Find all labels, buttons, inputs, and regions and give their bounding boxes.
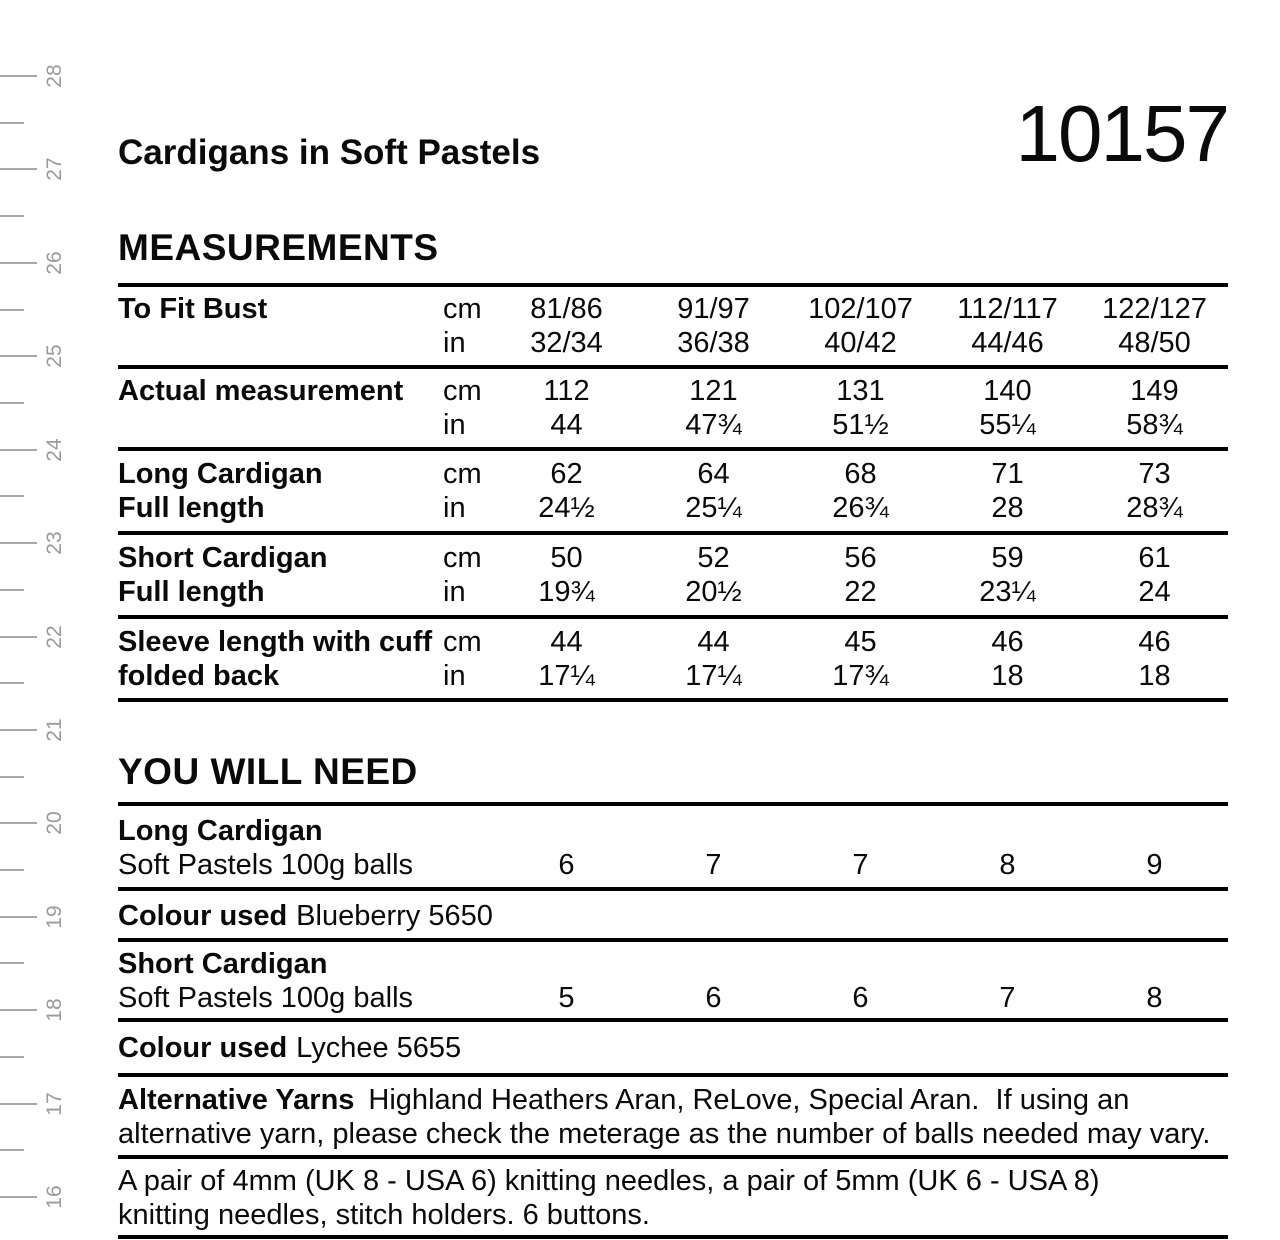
ruler-label: 17	[43, 1091, 66, 1116]
ruler-label: 24	[43, 438, 66, 462]
size-cell: 149 58¾	[1126, 375, 1183, 441]
table-row	[118, 287, 1228, 365]
row-label-line1: Actual measurement	[118, 375, 404, 407]
ruler-tick-minor	[0, 1056, 24, 1058]
ruler-tick-minor	[0, 589, 24, 591]
colour-used-value: Blueberry 5650	[296, 900, 493, 932]
long-cardigan-title: Long Cardigan	[118, 815, 323, 847]
row-label	[118, 541, 443, 609]
size-cell: 122/127 48/50	[1102, 293, 1207, 359]
alternative-yarns-line1: Alternative Yarns Highland Heathers Aran, ReLove, Special Aran. If using an	[118, 1084, 1130, 1116]
ruler-tick-minor	[0, 122, 24, 124]
ball-count: 6	[558, 849, 575, 881]
ball-count: 7	[705, 849, 722, 881]
ruler-tick-minor	[0, 215, 24, 217]
size-cell: 44 17¼	[538, 626, 595, 692]
pattern-number: 10157	[1015, 89, 1228, 178]
ruler-tick-major	[0, 168, 37, 170]
size-cell: 71 28	[991, 458, 1024, 524]
row-label-line1: Sleeve length with cuff	[118, 626, 433, 658]
unit-cm: cm	[443, 375, 482, 407]
size-cell: 102/107 40/42	[808, 293, 913, 359]
ruler-tick-major	[0, 916, 37, 918]
unit-in: in	[443, 409, 466, 441]
alternative-yarns-label: Alternative Yarns	[118, 1084, 355, 1116]
row-label-line1: Long Cardigan	[118, 458, 323, 490]
ruler-tick-major	[0, 75, 37, 77]
size-cell: 46 18	[991, 626, 1024, 692]
short-cardigan-title: Short Cardigan	[118, 948, 328, 980]
ruler-tick-major	[0, 822, 37, 824]
colour-used-label: Colour used	[118, 1032, 288, 1064]
long-cardigan-balls	[118, 848, 1228, 882]
ruler-tick-minor	[0, 682, 24, 684]
row-label	[118, 374, 443, 442]
unit-cm: cm	[443, 293, 482, 325]
ruler-label: 19	[43, 905, 66, 929]
ruler	[0, 0, 80, 1240]
size-cell: 73 28¾	[1126, 458, 1183, 524]
content-column	[118, 0, 1228, 1240]
ball-count: 7	[999, 982, 1016, 1014]
unit-cm: cm	[443, 458, 482, 490]
needles-line1: A pair of 4mm (UK 8 - USA 6) knitting needles, a pair of 5mm (UK 6 - USA 8)	[118, 1165, 1100, 1197]
short-cardigan-balls	[118, 981, 1228, 1015]
row-label-line1: To Fit Bust	[118, 293, 268, 325]
size-cell: 140 55¼	[979, 375, 1036, 441]
alternative-yarns-row	[118, 1077, 1228, 1155]
row-label	[118, 292, 443, 360]
ruler-tick-major	[0, 449, 37, 451]
table-row	[118, 369, 1228, 447]
ruler-tick-minor	[0, 869, 24, 871]
ruler-label: 26	[43, 251, 66, 275]
size-cell: 112/117 44/46	[957, 293, 1058, 359]
yarn-label: Soft Pastels 100g balls	[118, 849, 414, 881]
you-will-need-section	[118, 802, 1228, 1239]
ruler-tick-minor	[0, 402, 24, 404]
table-row	[118, 619, 1228, 698]
ruler-label: 22	[43, 624, 66, 649]
short-cardigan-yarn-row	[118, 942, 1228, 1018]
ruler-label: 25	[43, 344, 66, 368]
size-cell: 91/97 36/38	[677, 293, 750, 359]
ruler-tick-major	[0, 1196, 37, 1198]
ball-count: 7	[852, 849, 869, 881]
size-cell: 59 23¼	[979, 542, 1036, 608]
divider	[118, 698, 1228, 702]
ball-count: 6	[852, 982, 869, 1014]
row-label-line2: Full length	[118, 492, 265, 524]
ruler-tick-major	[0, 636, 37, 638]
ball-count: 8	[999, 849, 1016, 881]
size-cell: 61 24	[1138, 542, 1171, 608]
ruler-label: 27	[43, 157, 66, 182]
table-row	[118, 535, 1228, 615]
short-cardigan-colour-row	[118, 1022, 1228, 1073]
unit-in: in	[443, 660, 466, 692]
divider	[118, 1235, 1228, 1239]
size-cell: 44 17¼	[685, 626, 742, 692]
size-cell: 121 47¾	[685, 375, 742, 441]
ruler-tick-minor	[0, 776, 24, 778]
ruler-label: 16	[43, 1185, 66, 1209]
ruler-tick-major	[0, 542, 37, 544]
ball-count: 5	[558, 982, 575, 1014]
unit-in: in	[443, 492, 466, 524]
row-label	[118, 457, 443, 525]
measurements-heading: MEASUREMENTS	[118, 227, 439, 268]
ruler-label: 18	[43, 998, 66, 1022]
alternative-yarns-line2: alternative yarn, please check the meterage as the number of balls needed may vary.	[118, 1118, 1211, 1150]
ruler-tick-major	[0, 729, 37, 731]
unit-in: in	[443, 327, 466, 359]
ball-count: 6	[705, 982, 722, 1014]
yarn-label: Soft Pastels 100g balls	[118, 982, 414, 1014]
row-label-line2: Full length	[118, 576, 265, 608]
ball-count: 8	[1146, 982, 1163, 1014]
page-title: Cardigans in Soft Pastels	[118, 133, 541, 172]
you-will-need-heading: YOU WILL NEED	[118, 751, 418, 792]
size-cell: 68 26¾	[832, 458, 889, 524]
ruler-label: 20	[43, 811, 66, 836]
table-row	[118, 451, 1228, 531]
measurements-table	[118, 283, 1228, 702]
unit-cell	[443, 292, 493, 360]
needles-line2: knitting needles, stitch holders. 6 buttons.	[118, 1199, 650, 1231]
ruler-tick-minor	[0, 962, 24, 964]
ruler-tick-major	[0, 355, 37, 357]
ruler-tick-major	[0, 1103, 37, 1105]
size-cell: 50 19¾	[538, 542, 595, 608]
ruler-tick-major	[0, 1009, 37, 1011]
unit-cell	[443, 457, 493, 525]
ruler-tick-minor	[0, 309, 24, 311]
needles-row	[118, 1159, 1228, 1235]
colour-used-value: Lychee 5655	[296, 1032, 462, 1064]
unit-cm: cm	[443, 626, 482, 658]
size-cell: 62 24½	[538, 458, 595, 524]
size-cell: 45 17¾	[832, 626, 889, 692]
row-label	[118, 625, 443, 693]
ruler-label: 28	[43, 64, 66, 88]
ruler-label: 23	[43, 531, 66, 555]
ruler-tick-minor	[0, 1149, 24, 1151]
size-cell: 81/86 32/34	[530, 293, 603, 359]
size-cell: 52 20½	[685, 542, 742, 608]
size-cell: 56 22	[844, 542, 877, 608]
ruler-label: 21	[43, 718, 66, 742]
size-cell: 112 44	[543, 375, 590, 441]
unit-cell	[443, 541, 493, 609]
long-cardigan-colour-row	[118, 891, 1228, 938]
colour-used-label: Colour used	[118, 900, 288, 932]
ruler-tick-major	[0, 262, 37, 264]
unit-cm: cm	[443, 542, 482, 574]
unit-cell	[443, 374, 493, 442]
row-label-line2: folded back	[118, 660, 280, 692]
size-cell: 64 25¼	[685, 458, 742, 524]
ball-count: 9	[1146, 849, 1163, 881]
row-label-line1: Short Cardigan	[118, 542, 328, 574]
unit-in: in	[443, 576, 466, 608]
size-cell: 131 51½	[832, 375, 889, 441]
size-cell: 46 18	[1138, 626, 1171, 692]
ruler-tick-minor	[0, 495, 24, 497]
long-cardigan-yarn-row	[118, 806, 1228, 887]
unit-cell	[443, 625, 493, 693]
